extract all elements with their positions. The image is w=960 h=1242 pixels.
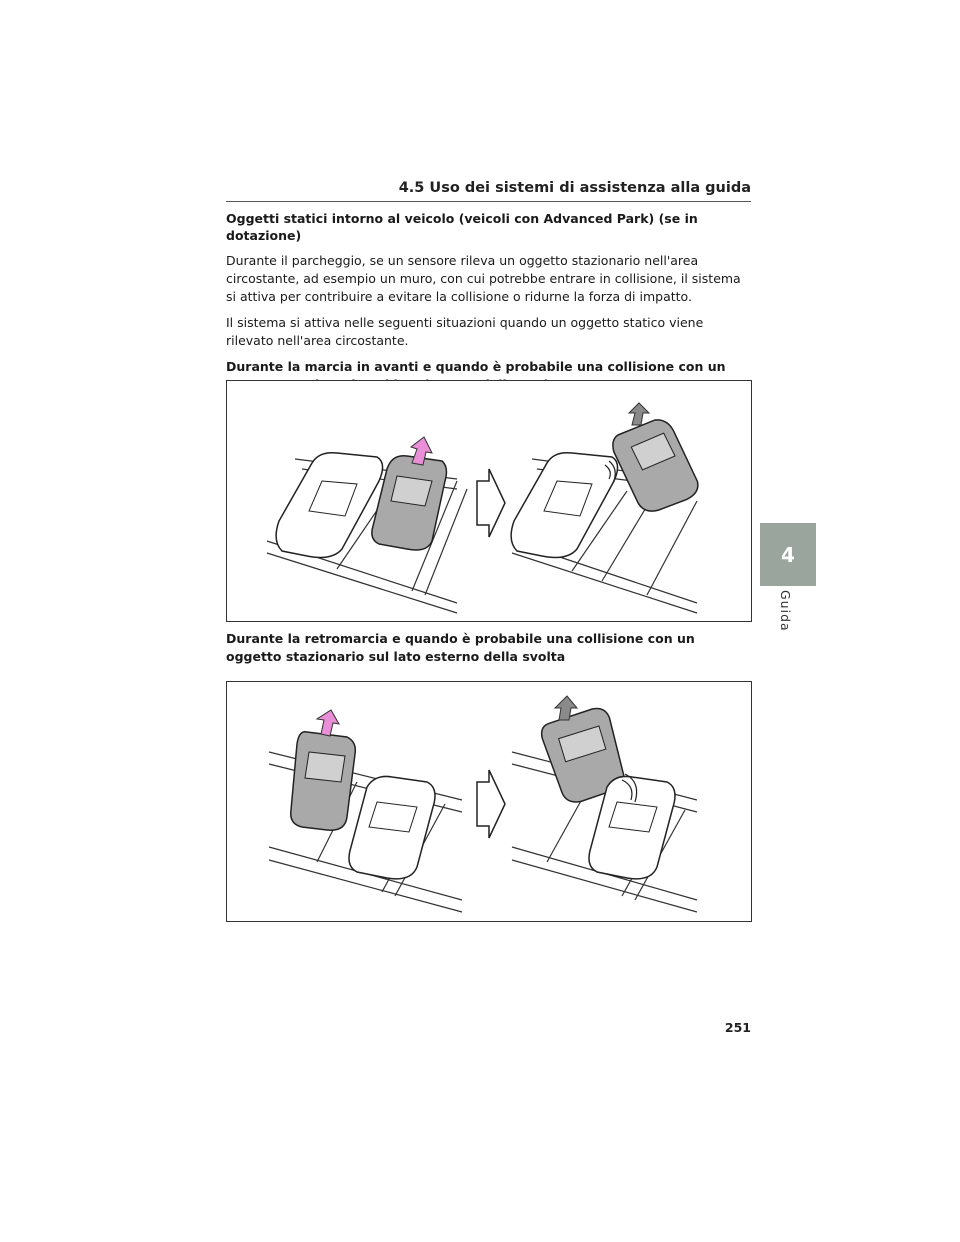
gray-car-icon — [291, 732, 356, 830]
illustration-reverse — [227, 682, 751, 921]
white-car-icon — [349, 776, 435, 878]
section-title: Oggetti statici intorno al veicolo (veicoli con Advanced Park) (se in dotazione) — [226, 211, 698, 243]
figure2-caption: Durante la retromarcia e quando è probabile una collisione con un oggetto stazionario sul lato esterno della svolta — [226, 631, 695, 664]
figure-reverse-outer-turn — [226, 681, 752, 922]
figure1-caption: Durante la marcia in avanti e quando è probabile una collisione con un — [226, 359, 726, 374]
page-number: 251 — [724, 1020, 751, 1035]
white-car-icon — [511, 453, 617, 558]
chapter-label — [762, 590, 818, 640]
section-content — [226, 210, 751, 394]
page-header-title: 4.5 Uso dei sistemi di assistenza alla guida — [398, 180, 751, 196]
chapter-number: 4 — [781, 542, 795, 567]
paragraph-2: Il sistema si attiva nelle seguenti situazioni quando un oggetto statico viene rilevato nell'area circostante. — [226, 315, 704, 348]
chapter-tab — [760, 523, 816, 586]
figure-forward-inner-turn — [226, 380, 752, 622]
illustration-forward — [227, 381, 751, 621]
chapter-label-text: Guida — [778, 590, 793, 632]
transition-arrow-icon — [477, 770, 505, 838]
gray-car-icon — [609, 413, 702, 517]
pink-arrow-icon — [317, 710, 339, 736]
header-divider — [226, 201, 751, 202]
figure2-caption-block — [226, 630, 751, 666]
gray-arrow-icon — [629, 403, 649, 425]
transition-arrow-icon — [477, 469, 505, 537]
paragraph-1: Durante il parcheggio, se un sensore rileva un oggetto stazionario nell'area circostante, ad esempio un muro, con cui potrebbe entrare in collisione, il sistema si attiva per contribuire a evitare la collisione o ridurne la forza di impatto. — [226, 253, 741, 304]
white-car-icon — [276, 453, 382, 558]
